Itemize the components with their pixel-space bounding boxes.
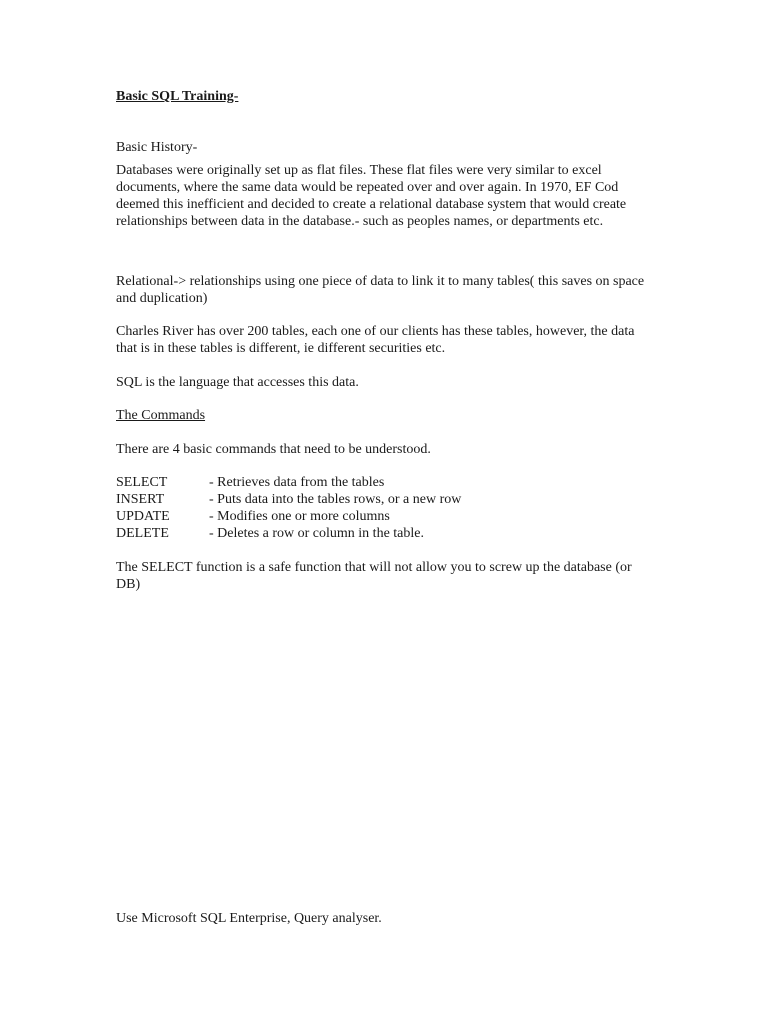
command-name: INSERT [116,492,165,507]
paragraph-databases: Databases were originally set up as flat files. These flat files were very similar to excel documents, where the same data would be repeated over and over again. In 1970, EF Cod deemed this inefficient and decided to create a relational database system that would create relationships between data in the database.- such as peoples names, or departments etc. [116,163,627,229]
command-description: - Puts data into the tables rows, or a new row [209,492,462,507]
footer-note: Use Microsoft SQL Enterprise, Query analyser. [116,911,382,926]
command-row-insert [116,491,656,508]
command-name: DELETE [116,526,169,541]
commands-heading: The Commands [116,408,206,423]
command-description: - Modifies one or more columns [209,509,390,524]
command-description: - Retrieves data from the tables [209,475,385,490]
paragraph-select-safe: The SELECT function is a safe function that will not allow you to screw up the database (or DB) [116,560,632,592]
command-name: SELECT [116,475,168,490]
history-heading: Basic History- [116,140,198,155]
command-description: - Deletes a row or column in the table. [209,526,424,541]
paragraph-charles-river: Charles River has over 200 tables, each one of our clients has these tables, however, the data that is in these tables is different, ie different securities etc. [116,324,635,356]
commands-list [116,474,656,542]
paragraph-four-commands: There are 4 basic commands that need to be understood. [116,442,431,457]
command-name: UPDATE [116,509,170,524]
paragraph-relational: Relational-> relationships using one piece of data to link it to many tables( this saves on space and duplication) [116,274,645,306]
document-title: Basic SQL Training- [116,89,239,104]
command-row-update [116,508,656,525]
paragraph-sql: SQL is the language that accesses this data. [116,375,359,390]
command-row-delete [116,525,656,542]
command-row-select [116,474,656,491]
